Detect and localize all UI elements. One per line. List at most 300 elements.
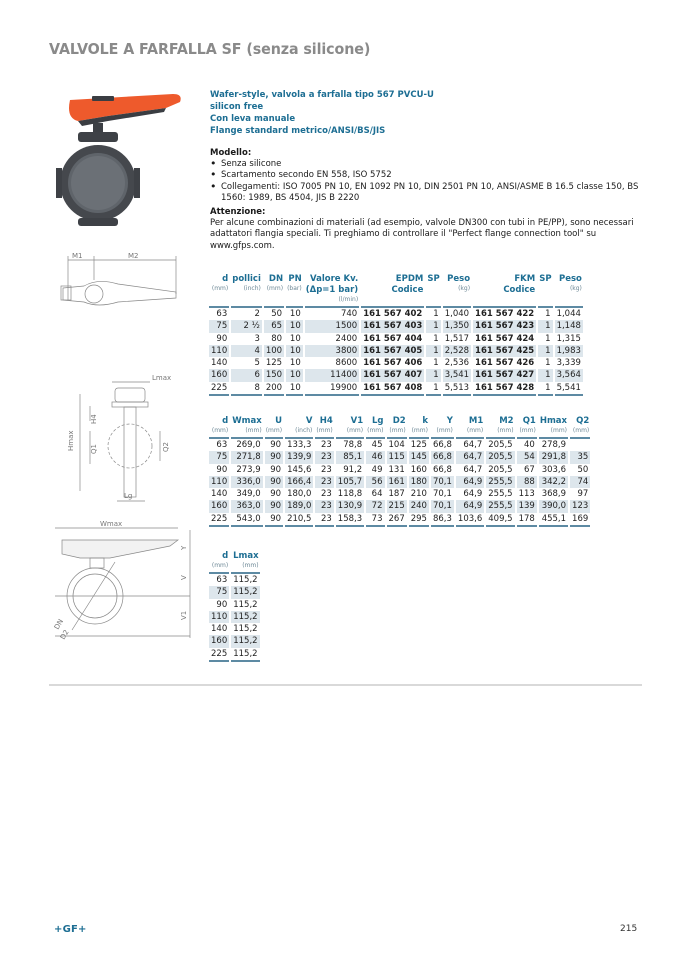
- table-cell: 73: [366, 513, 384, 527]
- table-cell: 35: [570, 451, 590, 463]
- table-row: [209, 648, 260, 662]
- model-heading: Modello:: [210, 148, 252, 158]
- table-cell: 5,541: [555, 382, 583, 396]
- table-row: [209, 611, 260, 623]
- table-cell: 161 567 428: [473, 382, 536, 396]
- table-cell: 1,040: [444, 309, 470, 319]
- table-cell: 75: [209, 320, 229, 332]
- table-cell: 85,1: [336, 451, 364, 463]
- table-cell: 110: [211, 345, 228, 356]
- table-cell: 166,4: [287, 476, 312, 487]
- table-cell: 115,2: [231, 648, 259, 662]
- table-cell: 64: [371, 489, 383, 500]
- header-label: D2: [392, 416, 406, 426]
- table-cell: 110: [211, 611, 228, 622]
- table-cell: 161 567 407: [363, 370, 423, 381]
- header-unit: (mm): [242, 562, 259, 569]
- page-number: 215: [620, 924, 638, 934]
- table-cell: 1500: [305, 320, 359, 332]
- table-cell: 3800: [305, 345, 359, 357]
- header-unit: (mm): [211, 285, 229, 292]
- table-cell: 23: [320, 464, 332, 475]
- column-header: [361, 274, 424, 308]
- table-cell: 1: [426, 369, 440, 381]
- header-unit: (mm): [497, 427, 514, 434]
- table-cell: 63: [216, 440, 228, 450]
- table-cell: 64,7: [463, 440, 483, 450]
- header-label: M2: [499, 416, 514, 426]
- m2-label: M2: [128, 252, 139, 260]
- divider: [49, 684, 642, 686]
- table-cell: 543,0: [231, 513, 262, 527]
- table-cell: 23: [320, 489, 332, 500]
- header-label: Q2: [576, 416, 590, 426]
- header-label: V1: [350, 416, 364, 426]
- table-cell: 133,3: [287, 440, 312, 450]
- header-label: FKM: [514, 274, 536, 284]
- table-cell: 278,9: [541, 440, 567, 450]
- table-cell: 189,0: [287, 501, 312, 512]
- table-cell: 161 567 408: [361, 382, 424, 396]
- top-view-drawing: [58, 250, 198, 314]
- table-cell: 105,7: [337, 476, 363, 487]
- table-cell: 70,1: [432, 489, 452, 500]
- table-cell: 187: [388, 489, 405, 500]
- table-cell: 113: [518, 489, 535, 500]
- column-header: [539, 416, 568, 439]
- column-header: [286, 274, 303, 308]
- table-cell: 240: [410, 501, 427, 512]
- table-cell: 115,2: [233, 636, 258, 647]
- table-cell: 75: [209, 451, 229, 463]
- table-cell: 90: [270, 464, 282, 475]
- table-cell: 86,3: [431, 513, 454, 527]
- table-cell: 90: [216, 599, 228, 610]
- table-cell: 125: [410, 440, 427, 450]
- column-header: [315, 416, 333, 439]
- column-header: [336, 416, 364, 439]
- table-cell: 90: [265, 513, 283, 527]
- table-cell: 11400: [305, 369, 359, 381]
- table-cell: 90: [270, 440, 282, 450]
- header-label: Valore Kv.: [310, 274, 359, 284]
- table-cell: 295: [409, 513, 429, 527]
- table-cell: 336,0: [231, 476, 262, 488]
- table-cell: 65: [264, 320, 284, 332]
- wmax-label: Wmax: [100, 520, 123, 528]
- table-cell: 90: [270, 489, 282, 500]
- intro-line: Wafer-style, valvola a farfalla tipo 567 PVCU-U: [210, 90, 434, 100]
- table-cell: 140: [211, 358, 228, 369]
- table-cell: 368,9: [541, 489, 567, 500]
- table-cell: 161 567 423: [475, 321, 535, 332]
- table-cell: 210,5: [285, 513, 313, 527]
- table-cell: 115,2: [233, 575, 258, 585]
- table-cell: 1,517: [444, 333, 470, 344]
- table-cell: 303,6: [541, 464, 567, 475]
- header-unit: (mm): [265, 427, 283, 434]
- table-cell: 64,9: [463, 489, 483, 500]
- table-cell: 225: [209, 648, 229, 662]
- table-cell: 90: [265, 451, 283, 463]
- table-cell: 255,5: [488, 476, 513, 487]
- table-cell: 269,0: [236, 440, 261, 450]
- table-row: [209, 488, 590, 500]
- y-label: Y: [180, 545, 188, 550]
- header-label: Peso: [559, 274, 582, 284]
- table-cell: 104: [388, 440, 405, 450]
- header-label: Wmax: [232, 416, 262, 426]
- table-cell: 273,9: [236, 464, 261, 475]
- header-unit: (mm): [466, 427, 484, 434]
- table-cell: 64,9: [456, 500, 484, 512]
- table-row: [209, 345, 583, 357]
- table-cell: 70,1: [432, 501, 452, 512]
- table-row: [209, 623, 260, 635]
- table-cell: 2400: [335, 333, 358, 344]
- table-cell: 215: [388, 501, 405, 512]
- header-label: k: [422, 416, 428, 426]
- table-cell: 63: [216, 309, 228, 319]
- table-cell: 78,8: [343, 440, 363, 450]
- column-header: [443, 274, 471, 308]
- hmax-label: Hmax: [67, 430, 75, 451]
- table-cell: 10: [286, 369, 303, 381]
- header-unit: (mm): [266, 285, 284, 292]
- dn-label: DN: [52, 617, 66, 631]
- table-cell: 90: [265, 476, 283, 488]
- column-header: [305, 274, 359, 308]
- table-cell: 161: [388, 476, 405, 487]
- table-cell: 64,7: [463, 464, 483, 475]
- table-cell: 49: [371, 464, 383, 475]
- header-label: SP: [427, 274, 440, 284]
- table-cell: 205,5: [488, 464, 513, 475]
- table-cell: 23: [320, 440, 332, 450]
- table-cell: 131: [388, 464, 405, 475]
- model-item: • Senza silicone: [210, 159, 650, 170]
- table-cell: 23: [315, 500, 333, 512]
- table-cell: 23: [315, 451, 333, 463]
- table-row: [209, 599, 260, 611]
- header-label: U: [275, 416, 283, 426]
- header-unit: (mm): [316, 427, 333, 434]
- table-cell: 3: [254, 333, 260, 344]
- table-cell: 1: [545, 358, 551, 369]
- column-header: [209, 416, 229, 439]
- table-cell: 139: [518, 501, 535, 512]
- table-cell: 161 567 424: [475, 333, 535, 344]
- table-cell: 349,0: [236, 489, 261, 500]
- column-header: [264, 274, 284, 308]
- header-label: Lg: [371, 416, 384, 426]
- attention-text: Per alcune combinazioni di materiali (ad esempio, valvole DN300 con tubi in PE/PP), sono necessari adattatori flangia speciali. Ti preghiamo di controllare il "Perfect flange connection tool" su www.gfps.com.: [210, 218, 634, 251]
- table-cell: 23: [315, 476, 333, 488]
- header-unit: (mm): [550, 427, 568, 434]
- table-cell: 160: [410, 464, 427, 475]
- table-cell: 169: [570, 513, 590, 527]
- column-header: [285, 416, 313, 439]
- lmax-label: Lmax: [152, 374, 172, 382]
- column-header: [473, 274, 536, 308]
- table-cell: 740: [340, 309, 358, 319]
- table-row: [209, 635, 260, 647]
- table-cell: 160: [211, 636, 228, 647]
- header-unit: (kg): [569, 285, 582, 292]
- column-header: [209, 274, 229, 308]
- table-cell: 363,0: [231, 500, 262, 512]
- table-row: [209, 513, 590, 527]
- table-cell: 3,541: [444, 370, 470, 381]
- table-row: [209, 357, 583, 369]
- table-cell: 50: [577, 464, 589, 475]
- table-cell: 1: [433, 309, 439, 319]
- table-cell: 205,5: [488, 440, 513, 450]
- table-cell: 70,1: [432, 476, 452, 487]
- table-cell: 2 ½: [231, 320, 262, 332]
- table-cell: 45: [371, 440, 383, 450]
- table-cell: 8600: [335, 358, 358, 369]
- table-cell: 1: [538, 369, 552, 381]
- table-cell: 130,9: [337, 501, 363, 512]
- column-header: [486, 416, 514, 439]
- table-cell: 115: [388, 452, 405, 463]
- table-cell: 40: [524, 440, 535, 450]
- header-unit: (mm): [245, 427, 262, 434]
- table-cell: 1: [545, 333, 551, 344]
- intro-line: silicon free: [210, 102, 264, 112]
- table-cell: 10: [289, 333, 301, 344]
- table-cell: 2,528: [444, 345, 470, 356]
- table-cell: 1,350: [444, 321, 470, 332]
- table-row: [209, 308, 583, 320]
- header-label: Hmax: [539, 416, 568, 426]
- column-header: [231, 274, 262, 308]
- table-cell: 158,3: [336, 513, 364, 527]
- table-cell: 180,0: [287, 489, 312, 500]
- header-label: Codice: [503, 285, 536, 295]
- table-cell: 64,7: [456, 451, 484, 463]
- column-header: [570, 416, 590, 439]
- dimensions-table: [207, 416, 592, 527]
- table-cell: 23: [315, 513, 333, 527]
- attention-heading: Attenzione:: [210, 207, 266, 218]
- table-row: [209, 333, 583, 345]
- table-cell: 97: [577, 489, 589, 500]
- h4-label: H4: [90, 414, 98, 424]
- header-unit: (mm): [346, 427, 364, 434]
- header-label: DN: [268, 274, 284, 284]
- table-row: [209, 439, 590, 451]
- header-label: Peso: [447, 274, 471, 284]
- header-label: SP: [539, 274, 552, 284]
- table-cell: 3,339: [556, 358, 581, 369]
- table-cell: 123: [572, 501, 589, 512]
- table-cell: 160: [211, 370, 228, 381]
- table-cell: 115,2: [233, 624, 258, 635]
- table-cell: 63: [216, 575, 228, 585]
- table-cell: 100: [265, 345, 283, 356]
- header-label: Q1: [522, 416, 536, 426]
- table-cell: 66,8: [432, 464, 452, 475]
- table-cell: 2,536: [444, 358, 470, 369]
- table-cell: 255,5: [488, 501, 513, 512]
- gf-logo: +GF+: [54, 924, 87, 935]
- page-title: VALVOLE A FARFALLA SF (senza silicone): [49, 40, 371, 58]
- table-cell: 225: [209, 382, 229, 396]
- header-label: PN: [288, 274, 302, 284]
- table-cell: 150: [265, 370, 283, 381]
- v1-label: V1: [180, 610, 188, 620]
- table-cell: 1: [426, 320, 440, 332]
- table-cell: 145: [410, 452, 427, 463]
- table-cell: 90: [216, 464, 228, 475]
- table-cell: 2: [254, 309, 260, 319]
- codes-table: [207, 274, 585, 396]
- table-cell: 6: [231, 369, 262, 381]
- intro-line: Flange standard metrico/ANSI/BS/JIS: [210, 126, 386, 136]
- table-cell: 64,9: [456, 476, 484, 488]
- table-cell: 5,513: [443, 382, 471, 396]
- table-cell: 178: [517, 513, 537, 527]
- table-cell: 140: [211, 489, 228, 500]
- header-label: Y: [446, 416, 453, 426]
- table-cell: 10: [286, 382, 303, 396]
- header-unit: (mm): [389, 427, 406, 434]
- column-header: [517, 416, 537, 439]
- table-cell: 118,8: [337, 489, 363, 500]
- butterfly-valve-photo: [48, 88, 198, 238]
- lg-label: Lg: [124, 492, 133, 500]
- table-cell: 115,2: [233, 611, 258, 622]
- column-header: [431, 416, 454, 439]
- header-unit: (mm): [411, 427, 428, 434]
- header-label: pollici: [232, 274, 261, 284]
- table-cell: 409,5: [486, 513, 514, 527]
- side-view-drawing: [60, 366, 190, 506]
- table-cell: 1: [426, 382, 440, 396]
- table-cell: 161 567 405: [363, 345, 423, 356]
- model-item: • Scartamento secondo EN 558, ISO 5752: [210, 170, 650, 181]
- table-cell: 10: [289, 358, 301, 369]
- table-cell: 1: [538, 382, 552, 396]
- header-unit: (kg): [458, 285, 471, 292]
- table-row: [209, 476, 590, 488]
- table-cell: 75: [209, 586, 229, 598]
- table-cell: [570, 439, 590, 451]
- product-description: [210, 89, 650, 252]
- table-cell: 3,564: [556, 370, 581, 381]
- table-row: [209, 586, 260, 598]
- table-cell: 46: [366, 451, 384, 463]
- header-unit: (mm): [572, 427, 590, 434]
- table-row: [209, 451, 590, 463]
- table-cell: 74: [570, 476, 590, 488]
- table-cell: 10: [286, 320, 303, 332]
- table-row: [209, 500, 590, 512]
- header-unit: (inch): [295, 427, 313, 434]
- column-header: [231, 416, 262, 439]
- header-unit: (mm): [436, 427, 453, 434]
- table-cell: 66,8: [432, 452, 452, 463]
- table-cell: 161 567 404: [363, 333, 423, 344]
- column-header: [366, 416, 384, 439]
- table-cell: 1: [433, 333, 439, 344]
- column-header: [209, 551, 229, 574]
- table-cell: 80: [271, 333, 283, 344]
- table-cell: 160: [211, 501, 228, 512]
- table-cell: 8: [231, 382, 262, 396]
- table-cell: 180: [410, 476, 427, 487]
- intro-line: Con leva manuale: [210, 114, 296, 124]
- header-unit: (inch): [243, 285, 261, 292]
- header-unit: (mm): [211, 562, 229, 569]
- table-cell: 19900: [305, 382, 359, 396]
- table-cell: 210: [410, 489, 427, 500]
- table-cell: 67: [524, 464, 535, 475]
- table-cell: 161 567 406: [363, 358, 423, 369]
- table-cell: 271,8: [231, 451, 262, 463]
- v-label: V: [180, 575, 188, 580]
- table-cell: 125: [265, 358, 283, 369]
- table-cell: 161 567 425: [475, 345, 535, 356]
- table-cell: 145,6: [287, 464, 312, 475]
- table-cell: 140: [211, 624, 228, 635]
- table-cell: 110: [211, 476, 228, 487]
- table-cell: 1,044: [556, 309, 581, 319]
- table-cell: 455,1: [539, 513, 568, 527]
- front-view-drawing: [50, 518, 200, 658]
- header-label: V: [305, 416, 313, 426]
- table-cell: 1: [426, 345, 440, 357]
- table-cell: 1: [545, 309, 551, 319]
- table-cell: 115,2: [233, 599, 258, 610]
- table-cell: 161 567 426: [475, 358, 535, 369]
- q1-label: Q1: [90, 444, 98, 454]
- table-cell: 161 567 403: [363, 321, 423, 332]
- header-label: d: [222, 416, 229, 426]
- table-cell: 1: [433, 358, 439, 369]
- table-cell: 90: [265, 500, 283, 512]
- table-cell: 205,5: [488, 452, 513, 463]
- column-header: [231, 551, 259, 574]
- table-cell: 1,983: [556, 345, 581, 356]
- table-cell: 115,2: [233, 587, 258, 598]
- header-unit: (mm): [519, 427, 536, 434]
- header-label: Lmax: [233, 551, 259, 561]
- table-cell: 139,9: [287, 452, 312, 463]
- table-cell: 267: [387, 513, 407, 527]
- header-label: (Δp=1 bar): [305, 285, 359, 295]
- table-cell: 1: [538, 345, 552, 357]
- table-row: [209, 464, 590, 476]
- header-label: d: [222, 274, 229, 284]
- model-item: • Collegamenti: ISO 7005 PN 10, EN 1092 PN 10, DIN 2501 PN 10, ANSI/ASME B 16.5 classe 150, BS 1560: 1989, BS 4504, JIS B 2220: [210, 182, 650, 205]
- table-cell: 54: [517, 451, 537, 463]
- table-cell: 390,0: [539, 500, 568, 512]
- table-cell: 56: [366, 476, 384, 488]
- column-header: [456, 416, 484, 439]
- table-cell: 161 567 427: [475, 370, 535, 381]
- header-unit: (bar): [287, 285, 302, 292]
- column-header: [265, 416, 283, 439]
- table-row: [209, 320, 583, 332]
- table-cell: 161 567 422: [475, 309, 535, 319]
- table-cell: 4: [231, 345, 262, 357]
- header-label: d: [222, 551, 229, 561]
- table-cell: 10: [289, 309, 301, 319]
- table-cell: 1: [538, 320, 552, 332]
